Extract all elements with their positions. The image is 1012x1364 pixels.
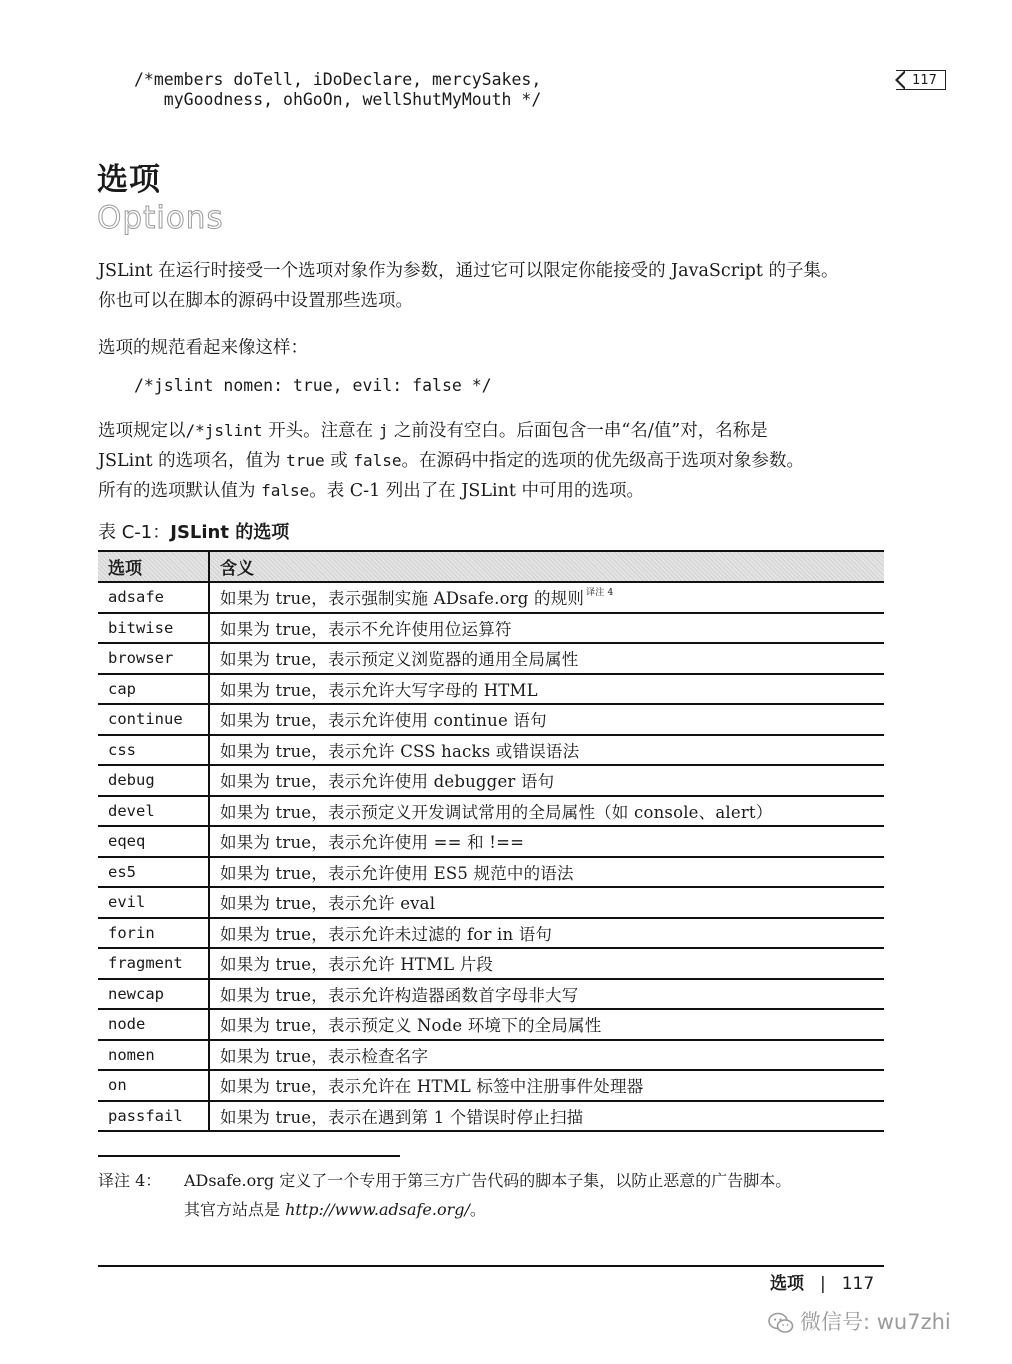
table-row: [98, 918, 884, 949]
option-meaning: [209, 643, 884, 674]
footer-divider: [98, 1265, 884, 1267]
option-meaning: [209, 613, 884, 644]
option-meaning-text: 如果为 true，表示允许使用 == 和 !==: [220, 833, 525, 853]
option-name: continue: [98, 704, 209, 735]
table-row: [98, 1009, 884, 1040]
option-name: adsafe: [98, 582, 209, 613]
paragraph-line: 你也可以在脚本的源码中设置那些选项。: [98, 291, 413, 311]
option-name: passfail: [98, 1101, 209, 1132]
option-meaning: [209, 735, 884, 766]
option-meaning-text: 如果为 true，表示允许大写字母的 HTML: [220, 680, 538, 700]
footer-section: 选项: [770, 1274, 804, 1294]
footnote-label: 译注 4：: [98, 1171, 162, 1190]
option-meaning: [209, 796, 884, 827]
option-meaning: [209, 1101, 884, 1132]
table-caption-label: 表 C-1：: [98, 522, 171, 543]
table-row: [98, 1040, 884, 1071]
option-name: es5: [98, 857, 209, 888]
table-row: [98, 643, 884, 674]
table-row: [98, 1101, 884, 1132]
text: 。在源码中指定的选项的优先级高于选项对象参数。: [401, 451, 804, 471]
options-table: [98, 550, 884, 1132]
wechat-icon: [768, 1312, 794, 1334]
option-meaning: [209, 704, 884, 735]
table-row: [98, 765, 884, 796]
page-footer: [770, 1269, 874, 1294]
option-meaning-text: 如果为 true，表示允许使用 continue 语句: [220, 711, 547, 731]
option-name: evil: [98, 887, 209, 918]
paragraph-intro: [98, 256, 888, 316]
option-meaning-text: 如果为 true，表示预定义开发调试常用的全局属性（如 console、alert）: [220, 802, 773, 822]
option-meaning-text: 如果为 true，表示预定义 Node 环境下的全局属性: [220, 1016, 602, 1036]
option-meaning: [209, 948, 884, 979]
code-line: myGoodness, ohGoOn, wellShutMyMouth */: [134, 90, 542, 109]
table-row: [98, 613, 884, 644]
option-meaning-text: 如果为 true，表示允许未过滤的 for in 语句: [220, 924, 553, 944]
option-meaning-text: 如果为 true，表示允许 eval: [220, 894, 436, 914]
option-meaning-text: 如果为 true，表示允许 HTML 片段: [220, 955, 494, 975]
section-title: 选项: [97, 162, 161, 198]
paragraph-line: [98, 446, 888, 476]
option-name: css: [98, 735, 209, 766]
footnote-line: [98, 1195, 898, 1224]
option-meaning-text: 如果为 true，表示检查名字: [220, 1046, 429, 1066]
option-meaning: [209, 857, 884, 888]
watermark: [768, 1306, 951, 1336]
text: 之前没有空白。后面包含一串“名/值”对，名称是: [388, 421, 768, 441]
option-name: debug: [98, 765, 209, 796]
text: 。表 C-1 列出了在 JSLint 中可用的选项。: [309, 481, 644, 501]
option-name: nomen: [98, 1040, 209, 1071]
table-row: [98, 674, 884, 705]
text: 其官方站点是: [184, 1200, 286, 1219]
table-body: [98, 582, 884, 1131]
option-meaning-text: 如果为 true，表示不允许使用位运算符: [220, 619, 512, 639]
column-header-option: 选项: [98, 551, 209, 582]
code-example: /*jslint nomen: true, evil: false */: [134, 376, 492, 395]
column-header-meaning: 含义: [209, 551, 884, 582]
paragraph-spec: 选项的规范看起来像这样：: [98, 338, 308, 358]
option-name: eqeq: [98, 826, 209, 857]
paragraph-details: [98, 416, 888, 506]
option-name: node: [98, 1009, 209, 1040]
table-row: [98, 704, 884, 735]
table-caption-text: JSLint 的选项: [170, 522, 290, 543]
text: 或: [324, 451, 354, 471]
option-meaning: [209, 674, 884, 705]
table-row: [98, 796, 884, 827]
text: 开头。注意在: [262, 421, 379, 441]
option-meaning: [209, 979, 884, 1010]
code-line: /*members doTell, iDoDeclare, mercySakes,: [134, 70, 542, 89]
table-row: [98, 582, 884, 613]
inline-code: false: [261, 481, 310, 500]
option-meaning-text: 如果为 true，表示允许 CSS hacks 或错误语法: [220, 741, 580, 761]
table-row: [98, 1070, 884, 1101]
footnote-url: http://www.adsafe.org/: [285, 1200, 470, 1219]
header-code-snippet: [134, 70, 541, 110]
inline-code: true: [286, 451, 325, 470]
footnote-line: [98, 1166, 898, 1195]
footnote-divider: [98, 1155, 400, 1157]
option-meaning: [209, 1070, 884, 1101]
inline-code: /*jslint: [185, 421, 263, 440]
option-meaning: [209, 1009, 884, 1040]
text: JSLint 的选项名，值为: [98, 451, 287, 471]
footnote-body: ADsafe.org 定义了一个专用于第三方广告代码的脚本子集，以防止恶意的广告脚本。: [184, 1171, 792, 1190]
table-row: [98, 979, 884, 1010]
option-meaning-text: 如果为 true，表示允许构造器函数首字母非大写: [220, 985, 579, 1005]
option-name: forin: [98, 918, 209, 949]
option-name: on: [98, 1070, 209, 1101]
option-meaning: [209, 887, 884, 918]
watermark-text: 微信号: wu7zhi: [800, 1310, 951, 1334]
section-subtitle: Options: [97, 200, 224, 236]
option-meaning: [209, 582, 884, 613]
table-caption: [98, 518, 289, 544]
footnote: [98, 1166, 898, 1224]
option-name: devel: [98, 796, 209, 827]
footer-separator: |: [820, 1274, 826, 1294]
table-row: [98, 735, 884, 766]
text: 所有的选项默认值为: [98, 481, 262, 501]
option-meaning: [209, 765, 884, 796]
option-meaning-text: 如果为 true，表示允许使用 debugger 语句: [220, 772, 555, 792]
option-name: bitwise: [98, 613, 209, 644]
table-row: [98, 887, 884, 918]
option-name: cap: [98, 674, 209, 705]
option-meaning: [209, 918, 884, 949]
footnote-marker: 译注 4: [586, 588, 614, 599]
inline-code: j: [378, 421, 389, 440]
table-row: [98, 826, 884, 857]
table-row: [98, 948, 884, 979]
table-row: [98, 857, 884, 888]
option-name: browser: [98, 643, 209, 674]
option-meaning-text: 如果为 true，表示允许使用 ES5 规范中的语法: [220, 863, 574, 883]
option-meaning: [209, 1040, 884, 1071]
text: 。: [469, 1200, 486, 1219]
option-meaning: [209, 826, 884, 857]
text: 选项规定以: [98, 421, 186, 441]
option-meaning-text: 如果为 true，表示强制实施 ADsafe.org 的规则: [220, 589, 585, 609]
option-meaning-text: 如果为 true，表示预定义浏览器的通用全局属性: [220, 650, 579, 670]
paragraph-line: [98, 416, 888, 446]
page-number-tab: 117: [896, 70, 946, 90]
footer-page-number: 117: [841, 1274, 875, 1294]
paragraph-line: JSLint 在运行时接受一个选项对象作为参数，通过它可以限定你能接受的 JavaScript 的子集。: [98, 261, 839, 281]
option-meaning-text: 如果为 true，表示允许在 HTML 标签中注册事件处理器: [220, 1077, 644, 1097]
option-name: fragment: [98, 948, 209, 979]
table-header-row: [98, 551, 884, 582]
paragraph-line: [98, 476, 888, 506]
inline-code: false: [353, 451, 402, 470]
option-meaning-text: 如果为 true，表示在遇到第 1 个错误时停止扫描: [220, 1107, 584, 1127]
option-name: newcap: [98, 979, 209, 1010]
